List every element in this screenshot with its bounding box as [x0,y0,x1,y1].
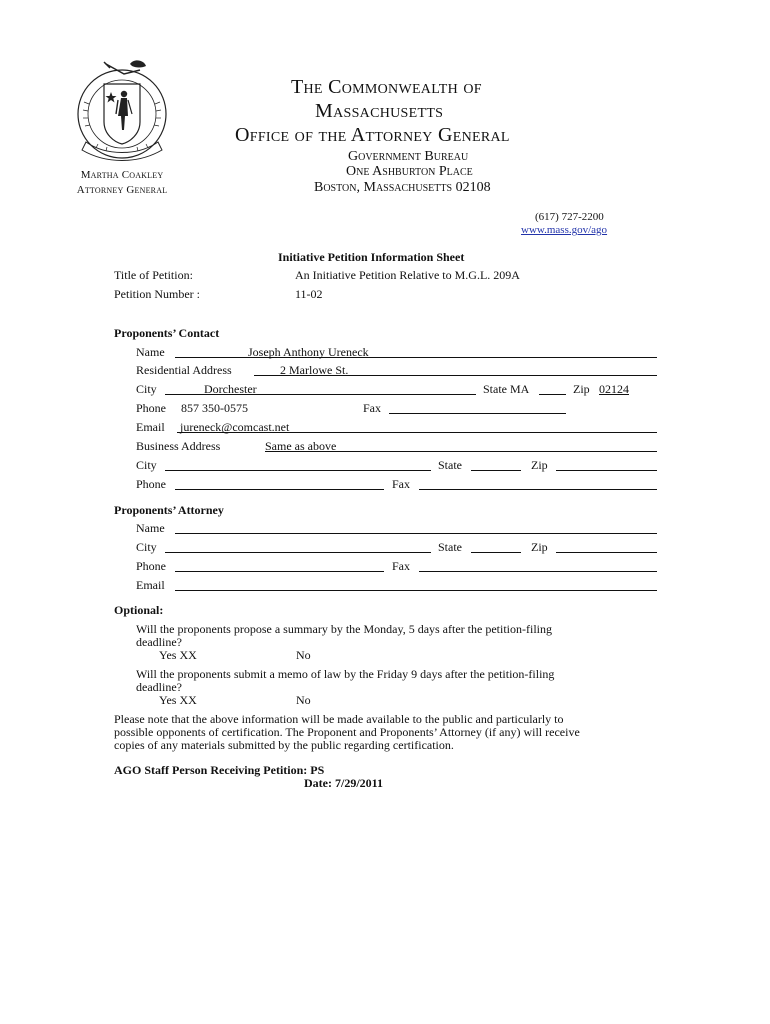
business-state-field[interactable] [471,470,521,471]
business-address-value: Same as above [265,439,337,453]
proponents-contact-heading: Proponents’ Contact [114,326,220,340]
contact-city-label: City [136,382,157,396]
contact-fax-field[interactable] [389,413,566,414]
petition-title-label: Title of Petition: [114,268,193,282]
massachusetts-seal-icon [66,52,178,164]
notice-line1: Please note that the above information will be made available to the public and particularly to [114,712,564,726]
office-website-link[interactable]: www.mass.gov/ago [521,224,608,236]
attorney-name-field[interactable] [175,533,657,534]
residential-address-value: 2 Marlowe St. [280,363,349,377]
attorney-city-field[interactable] [165,552,431,553]
attorney-state-label: State [438,540,462,554]
business-zip-field[interactable] [556,470,657,471]
attorney-zip-label: Zip [531,540,548,554]
contact-state-field[interactable] [539,394,566,395]
business-city-field[interactable] [165,470,431,471]
attorney-city-label: City [136,540,157,554]
business-fax-label: Fax [392,477,410,491]
letterhead-title-line1: The Commonwealth of [291,76,482,98]
business-zip-label: Zip [531,458,548,472]
contact-phone-value[interactable]: 857 350-0575 [181,401,248,415]
attorney-phone-label: Phone [136,559,166,573]
attorney-general-block [66,168,178,198]
question1-line2: deadline? [136,635,182,649]
form-heading: Initiative Petition Information Sheet [278,250,465,264]
attorney-phone-field[interactable] [175,571,384,572]
residential-address-label: Residential Address [136,363,232,377]
attorney-general-name: Martha Coakley [80,169,164,181]
question1-yes[interactable]: Yes XX [159,648,197,662]
attorney-general-title: Attorney General [76,184,168,196]
contact-name-value: Joseph Anthony Ureneck [248,345,369,359]
business-phone-field[interactable] [175,489,384,490]
attorney-email-field[interactable] [175,590,657,591]
contact-zip-label: Zip [573,382,590,396]
letterhead-title-line3: Office of the Attorney General [235,124,510,146]
staff-receiving-petition: AGO Staff Person Receiving Petition: PS [114,763,325,777]
letterhead-title-line2: Massachusetts [315,100,444,122]
attorney-name-label: Name [136,521,165,535]
business-state-label: State [438,458,462,472]
question2-no[interactable]: No [296,693,311,707]
contact-phone-label: Phone [136,401,166,415]
business-fax-field[interactable] [419,489,657,490]
contact-state-label: State MA [483,382,530,396]
attorney-fax-label: Fax [392,559,410,573]
question1-line1: Will the proponents propose a summary by the Monday, 5 days after the petition-filing [136,622,552,636]
attorney-fax-field[interactable] [419,571,657,572]
contact-zip-value[interactable]: 02124 [599,382,629,396]
question1-no[interactable]: No [296,648,311,662]
question2-line1: Will the proponents submit a memo of law by the Friday 9 days after the petition-filing [136,667,555,681]
question2-line2: deadline? [136,680,182,694]
petition-title-value: An Initiative Petition Relative to M.G.L. 209A [295,268,520,282]
contact-email-label: Email [136,420,165,434]
optional-heading: Optional: [114,603,164,617]
petition-number-value: 11-02 [295,287,323,301]
contact-email-value: jureneck@comcast.net [180,420,290,434]
letterhead-street: One Ashburton Place [346,164,473,179]
notice-line3: copies of any materials submitted by the public regarding certification. [114,738,454,752]
letterhead-bureau: Government Bureau [348,149,469,164]
office-phone: (617) 727-2200 [535,211,604,223]
proponents-attorney-heading: Proponents’ Attorney [114,503,224,517]
letterhead-city: Boston, Massachusetts 02108 [314,180,491,195]
business-city-label: City [136,458,157,472]
attorney-zip-field[interactable] [556,552,657,553]
business-phone-label: Phone [136,477,166,491]
notice-line2: possible opponents of certification. The Proponent and Proponents’ Attorney (if any) will receive [114,725,580,739]
question2-yes[interactable]: Yes XX [159,693,197,707]
contact-name-label: Name [136,345,165,359]
petition-number-label: Petition Number : [114,287,200,301]
attorney-email-label: Email [136,578,165,592]
receipt-date: Date: 7/29/2011 [304,776,383,790]
contact-fax-label: Fax [363,401,381,415]
attorney-state-field[interactable] [471,552,521,553]
contact-city-value: Dorchester [204,382,257,396]
business-address-label: Business Address [136,439,221,453]
